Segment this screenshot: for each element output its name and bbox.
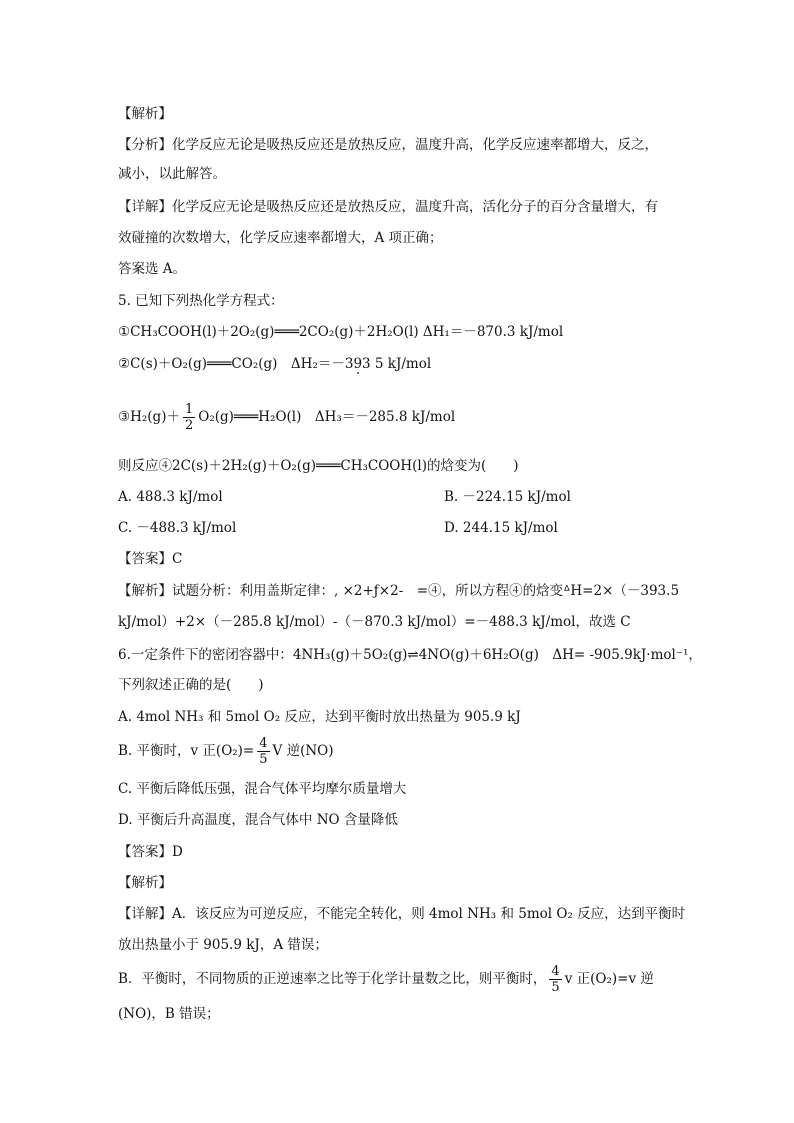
option-b: B. －224.15 kJ/mol bbox=[444, 489, 571, 505]
question-5-stem: 5. 已知下列热化学方程式： bbox=[118, 293, 284, 309]
fraction-numerator: 4 bbox=[551, 964, 560, 979]
question-6-ask: 下列叙述正确的是( ) bbox=[118, 677, 264, 693]
fraction-denominator: 5 bbox=[551, 980, 560, 995]
fraction-denominator: 5 bbox=[259, 752, 268, 767]
equation-3 bbox=[118, 400, 455, 434]
stray-dot bbox=[357, 372, 359, 374]
equation-1: ①CH₃COOH(l)＋2O₂(g)═══2CO₂(g)＋2H₂O(l) ΔH₁＝－870.3 kJ/mol bbox=[118, 324, 564, 340]
equation-3-part1: ③H₂(g)＋ bbox=[118, 409, 180, 425]
detail-b bbox=[118, 962, 654, 996]
explanation-text-cont: kJ/mol）+2×（－285.8 kJ/mol）-（－870.3 kJ/mol）=－488.3 kJ/mol，故选 C bbox=[118, 614, 631, 630]
section-heading-analysis: 【解析】 bbox=[118, 106, 172, 122]
fraction-numerator: 1 bbox=[184, 402, 194, 417]
detail-a-cont: 放出热量小于 905.9 kJ，A 错误； bbox=[118, 937, 328, 953]
option-d: D. 244.15 kJ/mol bbox=[444, 520, 558, 536]
q6-option-c: C. 平衡后降低压强，混合气体平均摩尔质量增大 bbox=[118, 781, 407, 797]
answer-label-q6: 【答案】D bbox=[118, 844, 183, 860]
q6-option-b bbox=[118, 734, 334, 768]
explanation-text: 【解析】试题分析：利用盖斯定律：, ×2+ƒ×2- =④，所以方程④的焓变ᐞH=2×（－393.5 bbox=[118, 583, 680, 599]
question-5-ask: 则反应④2C(s)＋2H₂(g)＋O₂(g)═══CH₃COOH(l)的焓变为( ) bbox=[118, 458, 519, 474]
fraction-numerator: 4 bbox=[259, 736, 268, 751]
answer-label: 【答案】C bbox=[118, 551, 183, 567]
fraction-four-fifths-b bbox=[549, 964, 561, 995]
detail-b-part1: B．平衡时，不同物质的正逆速率之比等于化学计量数之比，则平衡时， bbox=[118, 971, 547, 987]
option-a: A. 488.3 kJ/mol bbox=[118, 489, 223, 505]
section-heading-analysis-q6: 【解析】 bbox=[118, 875, 172, 891]
q6-option-a: A. 4mol NH₃ 和 5mol O₂ 反应，达到平衡时放出热量为 905.9 kJ bbox=[118, 709, 521, 725]
fraction-four-fifths bbox=[257, 736, 269, 767]
detail-b-part2: v 正(O₂)=v 逆 bbox=[564, 971, 654, 987]
fraction-one-half bbox=[183, 402, 195, 433]
detail-b-cont: (NO)，B 错误； bbox=[118, 1006, 220, 1022]
detail-text: 【详解】化学反应无论是吸热反应还是放热反应，温度升高，活化分子的百分含量增大，有 bbox=[118, 199, 658, 215]
q6-option-b-part1: B. 平衡时，v 正(O₂)= bbox=[118, 743, 255, 759]
fraction-denominator: 2 bbox=[184, 418, 194, 433]
equation-3-part2: O₂(g)═══H₂O(l) ΔH₃＝－285.8 kJ/mol bbox=[198, 409, 456, 425]
question-6-stem: 6.一定条件下的密闭容器中：4NH₃(g)＋5O₂(g)⇌4NO(g)＋6H₂O(g) ΔH= -905.9kJ·mol⁻¹， bbox=[118, 647, 702, 663]
detail-text-cont: 效碰撞的次数增大，化学反应速率都增大，A 项正确； bbox=[118, 230, 443, 246]
q6-option-b-part2: V 逆(NO) bbox=[272, 743, 334, 759]
analysis-text-cont: 减小，以此解答。 bbox=[118, 166, 226, 182]
answer-choice-text: 答案选 A。 bbox=[118, 261, 187, 277]
q6-option-d: D. 平衡后升高温度，混合气体中 NO 含量降低 bbox=[118, 812, 398, 828]
equation-2: ②C(s)＋O₂(g)═══CO₂(g) ΔH₂＝－393 5 kJ/mol bbox=[118, 356, 432, 372]
option-c: C. －488.3 kJ/mol bbox=[118, 520, 237, 536]
detail-a: 【详解】A．该反应为可逆反应，不能完全转化，则 4mol NH₃ 和 5mol O₂ 反应，达到平衡时 bbox=[118, 906, 686, 922]
analysis-text: 【分析】化学反应无论是吸热反应还是放热反应，温度升高，化学反应速率都增大，反之， bbox=[118, 137, 658, 153]
